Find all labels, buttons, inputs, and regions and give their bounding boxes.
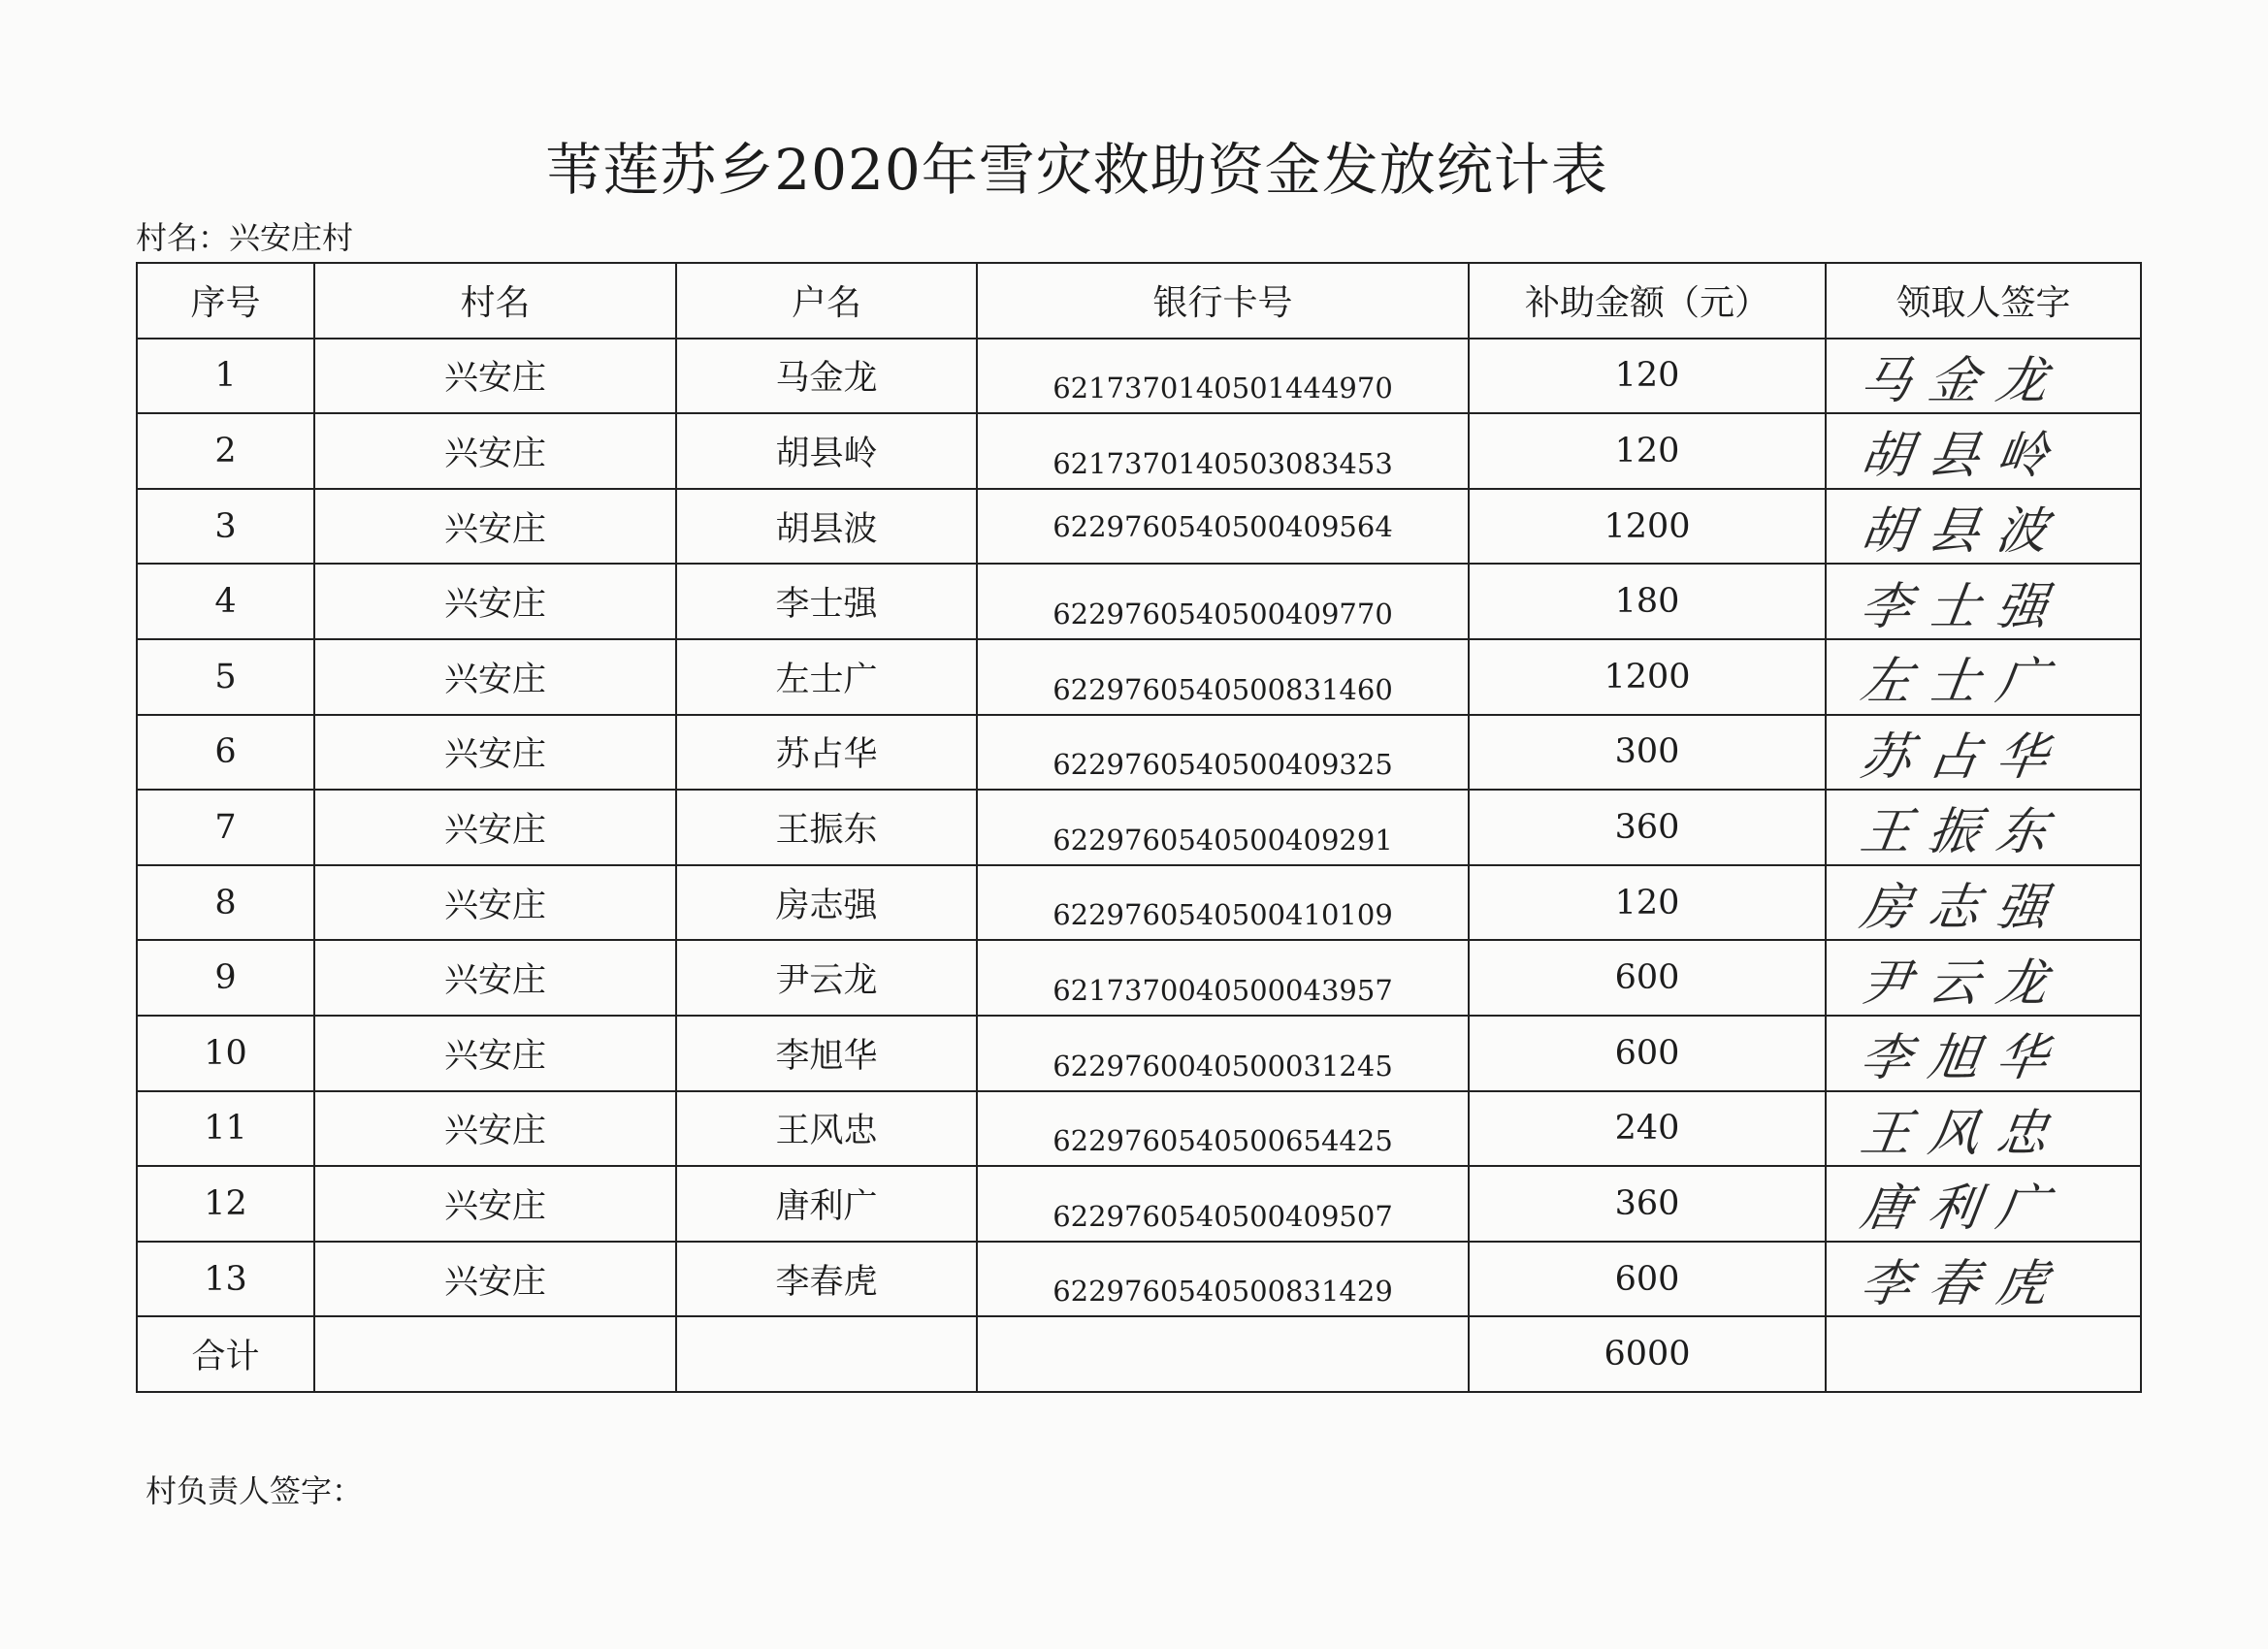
row-signature — [1826, 339, 2141, 414]
row-bank-card: 6217370140501444970 — [977, 339, 1469, 414]
row-signature — [1826, 1016, 2141, 1091]
table-row — [137, 1016, 2141, 1091]
row-bank-card: 6229760540500409325 — [977, 715, 1469, 791]
table-header-row — [137, 263, 2141, 339]
row-serial: 5 — [137, 639, 314, 715]
total-label: 合计 — [137, 1316, 314, 1392]
row-signature — [1826, 639, 2141, 715]
handwritten-signature: 李士强 — [1857, 577, 2069, 636]
row-signature — [1826, 413, 2141, 489]
row-amount: 300 — [1469, 715, 1826, 791]
table-row — [137, 790, 2141, 865]
row-household-name: 苏占华 — [676, 715, 977, 791]
row-household-name: 李旭华 — [676, 1016, 977, 1091]
row-bank-card: 6229760540500831460 — [977, 639, 1469, 715]
relief-fund-table — [136, 262, 2142, 1393]
handwritten-signature: 李春虎 — [1857, 1255, 2069, 1314]
row-amount: 1200 — [1469, 639, 1826, 715]
row-village: 兴安庄 — [314, 339, 676, 414]
row-amount: 360 — [1469, 1166, 1826, 1242]
row-signature — [1826, 790, 2141, 865]
row-village: 兴安庄 — [314, 1016, 676, 1091]
document-title: 苇莲苏乡2020年雪灾救助资金发放统计表 — [545, 137, 1608, 203]
row-amount: 600 — [1469, 1016, 1826, 1091]
row-amount: 240 — [1469, 1091, 1826, 1167]
row-household-name: 马金龙 — [676, 339, 977, 414]
row-bank-card: 6229760540500409507 — [977, 1166, 1469, 1242]
row-bank-card: 6229760540500831429 — [977, 1242, 1469, 1317]
table-row — [137, 489, 2141, 565]
handwritten-signature: 胡县岭 — [1857, 427, 2069, 486]
village-name: 兴安庄村 — [229, 219, 354, 256]
header-amount: 补助金额（元） — [1469, 263, 1826, 339]
total-empty-name — [676, 1316, 977, 1392]
total-empty-village — [314, 1316, 676, 1392]
handwritten-signature: 左士广 — [1857, 653, 2069, 712]
row-serial: 9 — [137, 940, 314, 1016]
row-signature — [1826, 564, 2141, 639]
table-row — [137, 1242, 2141, 1317]
row-household-name: 胡县岭 — [676, 413, 977, 489]
row-amount: 600 — [1469, 1242, 1826, 1317]
row-bank-card: 6229760540500654425 — [977, 1091, 1469, 1167]
row-serial: 6 — [137, 715, 314, 791]
row-bank-card: 6229760540500410109 — [977, 865, 1469, 941]
row-household-name: 胡县波 — [676, 489, 977, 565]
row-village: 兴安庄 — [314, 1242, 676, 1317]
table-row — [137, 1166, 2141, 1242]
row-village: 兴安庄 — [314, 489, 676, 565]
row-household-name: 尹云龙 — [676, 940, 977, 1016]
row-amount: 360 — [1469, 790, 1826, 865]
row-village: 兴安庄 — [314, 1091, 676, 1167]
table-row — [137, 564, 2141, 639]
handwritten-signature: 王风忠 — [1857, 1104, 2069, 1163]
row-serial: 3 — [137, 489, 314, 565]
row-village: 兴安庄 — [314, 790, 676, 865]
row-serial: 1 — [137, 339, 314, 414]
row-signature — [1826, 940, 2141, 1016]
row-serial: 2 — [137, 413, 314, 489]
table-row — [137, 715, 2141, 791]
row-household-name: 王风忠 — [676, 1091, 977, 1167]
row-bank-card: 6217370140503083453 — [977, 413, 1469, 489]
total-empty-card — [977, 1316, 1469, 1392]
handwritten-signature: 胡县波 — [1857, 502, 2069, 562]
row-signature — [1826, 1242, 2141, 1317]
row-amount: 120 — [1469, 339, 1826, 414]
row-bank-card: 6229760040500031245 — [977, 1016, 1469, 1091]
table-row — [137, 865, 2141, 941]
row-village: 兴安庄 — [314, 413, 676, 489]
handwritten-signature: 李旭华 — [1857, 1029, 2069, 1088]
header-bank-card: 银行卡号 — [977, 263, 1469, 339]
handwritten-signature: 尹云龙 — [1857, 954, 2069, 1013]
row-household-name: 唐利广 — [676, 1166, 977, 1242]
row-bank-card: 6229760540500409770 — [977, 564, 1469, 639]
header-household: 户名 — [676, 263, 977, 339]
row-amount: 120 — [1469, 413, 1826, 489]
row-serial: 13 — [137, 1242, 314, 1317]
table-row — [137, 940, 2141, 1016]
row-signature — [1826, 715, 2141, 791]
total-amount: 6000 — [1469, 1316, 1826, 1392]
village-label: 村名： — [136, 219, 230, 256]
row-amount: 120 — [1469, 865, 1826, 941]
row-village: 兴安庄 — [314, 940, 676, 1016]
row-village: 兴安庄 — [314, 1166, 676, 1242]
total-row — [137, 1316, 2141, 1392]
row-bank-card: 6217370040500043957 — [977, 940, 1469, 1016]
table-row — [137, 339, 2141, 414]
row-amount: 180 — [1469, 564, 1826, 639]
head-signature-label: 村负责人签字： — [146, 1472, 364, 1509]
table-row — [137, 413, 2141, 489]
row-signature — [1826, 1091, 2141, 1167]
row-serial: 8 — [137, 865, 314, 941]
row-signature — [1826, 1166, 2141, 1242]
row-signature — [1826, 865, 2141, 941]
row-household-name: 李士强 — [676, 564, 977, 639]
header-village: 村名 — [314, 263, 676, 339]
handwritten-signature: 苏占华 — [1857, 728, 2069, 787]
row-household-name: 房志强 — [676, 865, 977, 941]
handwritten-signature: 唐利广 — [1857, 1180, 2069, 1239]
row-serial: 4 — [137, 564, 314, 639]
row-signature — [1826, 489, 2141, 565]
row-household-name: 左士广 — [676, 639, 977, 715]
row-serial: 7 — [137, 790, 314, 865]
row-village: 兴安庄 — [314, 564, 676, 639]
header-signature: 领取人签字 — [1826, 263, 2141, 339]
header-serial: 序号 — [137, 263, 314, 339]
handwritten-signature: 马金龙 — [1857, 351, 2069, 410]
row-serial: 11 — [137, 1091, 314, 1167]
total-empty-signature — [1826, 1316, 2141, 1392]
row-village: 兴安庄 — [314, 715, 676, 791]
village-line — [136, 213, 353, 258]
row-bank-card: 6229760540500409291 — [977, 790, 1469, 865]
row-bank-card: 6229760540500409564 — [977, 489, 1469, 565]
row-household-name: 王振东 — [676, 790, 977, 865]
table-row — [137, 639, 2141, 715]
row-serial: 12 — [137, 1166, 314, 1242]
row-village: 兴安庄 — [314, 639, 676, 715]
handwritten-signature: 王振东 — [1857, 803, 2069, 862]
row-household-name: 李春虎 — [676, 1242, 977, 1317]
row-amount: 1200 — [1469, 489, 1826, 565]
row-amount: 600 — [1469, 940, 1826, 1016]
handwritten-signature: 房志强 — [1857, 879, 2069, 938]
table-row — [137, 1091, 2141, 1167]
row-serial: 10 — [137, 1016, 314, 1091]
row-village: 兴安庄 — [314, 865, 676, 941]
